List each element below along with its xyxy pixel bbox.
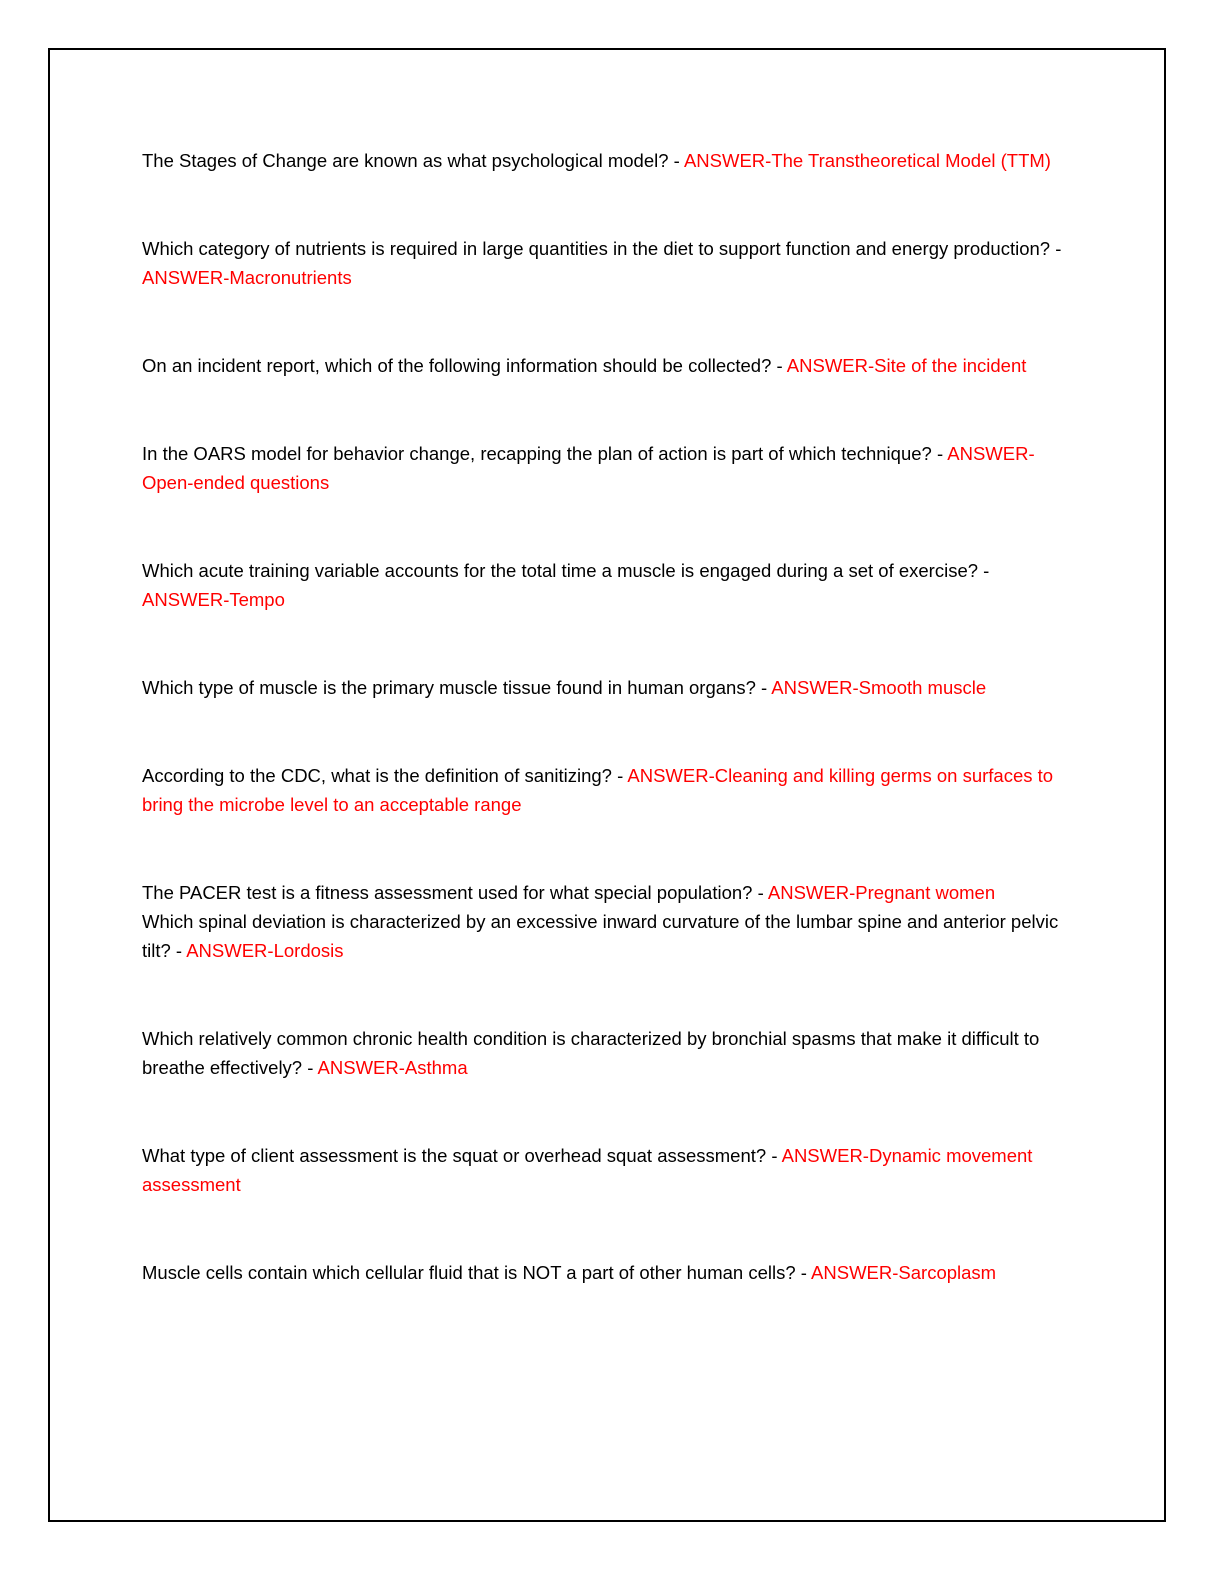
answer-text: ANSWER-Dynamic movement assessment (142, 1145, 1033, 1195)
answer-text: ANSWER-Lordosis (186, 940, 344, 961)
answer-text: ANSWER-Sarcoplasm (811, 1262, 997, 1283)
question-text: Which spinal deviation is characterized by an excessive inward curvature of the lumbar spine and anterior pelvic tilt? (142, 911, 1059, 961)
answer-separator: - (611, 765, 628, 786)
answer-text: ANSWER-Asthma (317, 1057, 468, 1078)
qa-item-lordosis (142, 907, 1067, 965)
qa-item-smooth-muscle (142, 673, 1067, 702)
answer-separator: - (931, 443, 948, 464)
answer-separator: - (978, 560, 990, 581)
question-text: In the OARS model for behavior change, recapping the plan of action is part of which technique? (142, 443, 932, 464)
qa-item-sanitizing (142, 761, 1067, 819)
answer-text: ANSWER-The Transtheoretical Model (TTM) (683, 150, 1051, 171)
answer-separator: - (766, 1145, 782, 1166)
answer-separator: - (795, 1262, 812, 1283)
qa-item-squat-assessment (142, 1141, 1067, 1199)
answer-separator: - (771, 355, 787, 376)
question-text: Which relatively common chronic health condition is characterized by bronchial spasms that make it difficult to breathe effectively? (142, 1028, 1040, 1078)
answer-text: ANSWER-Open-ended questions (142, 443, 1035, 493)
qa-item-sarcoplasm (142, 1258, 1067, 1287)
question-text: The PACER test is a fitness assessment used for what special population? (142, 882, 753, 903)
answer-separator: - (302, 1057, 318, 1078)
answer-separator: - (170, 940, 187, 961)
answer-separator: - (668, 150, 684, 171)
answer-text: ANSWER-Site of the incident (786, 355, 1027, 376)
qa-item-pacer-test (142, 878, 1067, 907)
qa-item-asthma (142, 1024, 1067, 1082)
qa-item-macronutrients (142, 234, 1067, 292)
answer-text: ANSWER-Cleaning and killing germs on surfaces to bring the microbe level to an acceptable range (142, 765, 1054, 815)
qa-item-ttm (142, 146, 1067, 175)
question-text: Which category of nutrients is required in large quantities in the diet to support function and energy production? (142, 238, 1051, 259)
question-text: Which acute training variable accounts for the total time a muscle is engaged during a set of exercise? (142, 560, 979, 581)
question-text: On an incident report, which of the following information should be collected? (142, 355, 772, 376)
question-text: What type of client assessment is the squat or overhead squat assessment? (142, 1145, 767, 1166)
answer-text: ANSWER-Tempo (142, 589, 285, 610)
answer-text: ANSWER-Pregnant women (767, 882, 996, 903)
question-text: Muscle cells contain which cellular fluid that is NOT a part of other human cells? (142, 1262, 796, 1283)
qa-list (142, 146, 1067, 1287)
answer-separator: - (755, 677, 772, 698)
qa-item-oars-model (142, 439, 1067, 497)
question-text: According to the CDC, what is the definition of sanitizing? (142, 765, 612, 786)
answer-separator: - (752, 882, 768, 903)
question-text: Which type of muscle is the primary muscle tissue found in human organs? (142, 677, 756, 698)
answer-text: ANSWER-Smooth muscle (771, 677, 987, 698)
answer-separator: - (1050, 238, 1062, 259)
question-text: The Stages of Change are known as what psychological model? (142, 150, 669, 171)
qa-item-tempo (142, 556, 1067, 614)
qa-item-incident-report (142, 351, 1067, 380)
answer-text: ANSWER-Macronutrients (142, 267, 352, 288)
